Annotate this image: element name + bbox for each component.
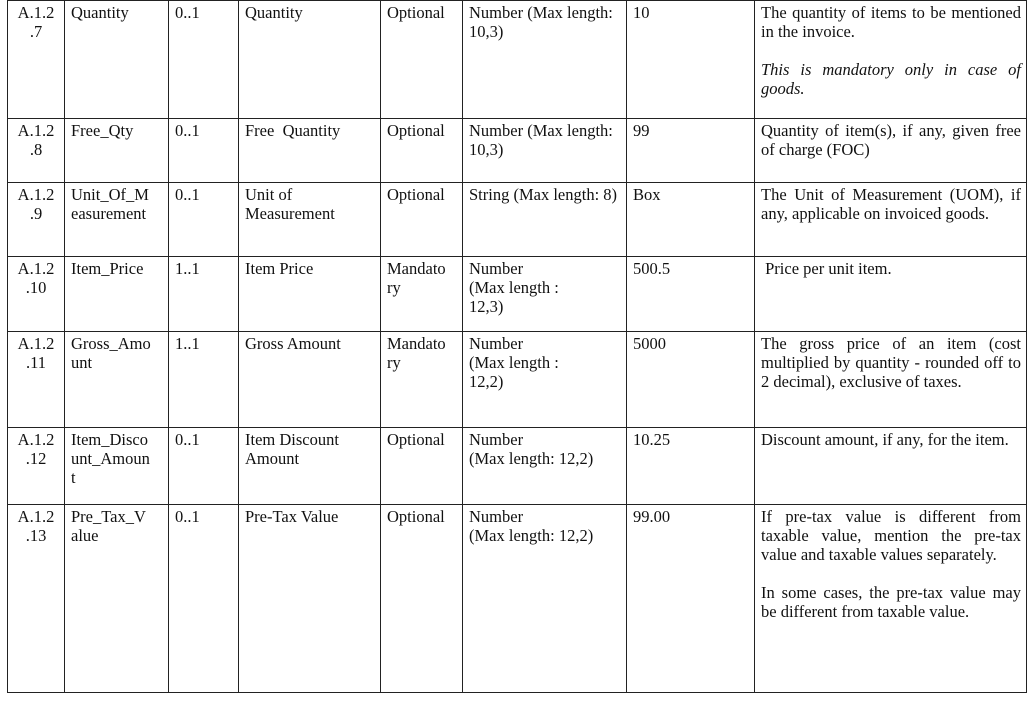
cell-requirement: Optional <box>381 505 463 693</box>
cell-id: A.1.2 .12 <box>8 428 65 505</box>
cell-description <box>755 1 1027 119</box>
description-text: If pre-tax value is different from taxable value, mention the pre-tax value and taxable values separately. <box>761 507 1021 564</box>
cell-example: 10.25 <box>627 428 755 505</box>
cell-type: String (Max length: 8) <box>463 183 627 257</box>
cell-field: Free_Qty <box>65 119 169 183</box>
cell-requirement: Optional <box>381 119 463 183</box>
cell-description <box>755 332 1027 428</box>
description-text: In some cases, the pre-tax value may be different from taxable value. <box>761 583 1021 621</box>
cell-requirement: Optional <box>381 1 463 119</box>
cell-id: A.1.2 .13 <box>8 505 65 693</box>
cell-description <box>755 257 1027 332</box>
table-row <box>8 257 1027 332</box>
cell-type: Number (Max length: 10,3) <box>463 119 627 183</box>
cell-requirement: Optional <box>381 183 463 257</box>
cell-name: Pre-Tax Value <box>239 505 381 693</box>
cell-field: Quantity <box>65 1 169 119</box>
description-note: This is mandatory only in case of goods. <box>761 60 1021 98</box>
table-row <box>8 183 1027 257</box>
cell-example: 99 <box>627 119 755 183</box>
cell-name: Free Quantity <box>239 119 381 183</box>
cell-example: 5000 <box>627 332 755 428</box>
cell-id: A.1.2 .8 <box>8 119 65 183</box>
cell-cardinality: 0..1 <box>169 428 239 505</box>
cell-requirement: Mandato ry <box>381 257 463 332</box>
cell-name: Item Price <box>239 257 381 332</box>
cell-field: Gross_Amo unt <box>65 332 169 428</box>
cell-name: Gross Amount <box>239 332 381 428</box>
cell-requirement: Optional <box>381 428 463 505</box>
cell-field: Pre_Tax_V alue <box>65 505 169 693</box>
table-row <box>8 1 1027 119</box>
table-row <box>8 428 1027 505</box>
cell-description <box>755 119 1027 183</box>
cell-id: A.1.2 .10 <box>8 257 65 332</box>
cell-name: Unit of Measurement <box>239 183 381 257</box>
description-text: Price per unit item. <box>761 259 892 278</box>
table-row <box>8 119 1027 183</box>
field-spec-table <box>7 0 1027 693</box>
cell-requirement: Mandato ry <box>381 332 463 428</box>
cell-type: Number (Max length : 12,3) <box>463 257 627 332</box>
cell-example: Box <box>627 183 755 257</box>
description-text: The gross price of an item (cost multiplied by quantity - rounded off to 2 decimal), exclusive of taxes. <box>761 334 1021 391</box>
table-row <box>8 505 1027 693</box>
description-text: The Unit of Measurement (UOM), if any, applicable on invoiced goods. <box>761 185 1021 223</box>
table-row <box>8 332 1027 428</box>
cell-type: Number (Max length: 12,2) <box>463 505 627 693</box>
cell-example: 99.00 <box>627 505 755 693</box>
cell-description <box>755 428 1027 505</box>
cell-name: Quantity <box>239 1 381 119</box>
cell-field: Item_Disco unt_Amoun t <box>65 428 169 505</box>
cell-name: Item Discount Amount <box>239 428 381 505</box>
cell-type: Number (Max length : 12,2) <box>463 332 627 428</box>
cell-field: Item_Price <box>65 257 169 332</box>
cell-type: Number (Max length: 12,2) <box>463 428 627 505</box>
cell-cardinality: 0..1 <box>169 119 239 183</box>
description-text: The quantity of items to be mentioned in the invoice. <box>761 3 1021 41</box>
cell-description <box>755 505 1027 693</box>
description-text: Quantity of item(s), if any, given free of charge (FOC) <box>761 121 1021 159</box>
cell-id: A.1.2 .7 <box>8 1 65 119</box>
cell-example: 10 <box>627 1 755 119</box>
table-body <box>8 1 1027 693</box>
cell-id: A.1.2 .11 <box>8 332 65 428</box>
cell-cardinality: 0..1 <box>169 505 239 693</box>
cell-cardinality: 1..1 <box>169 257 239 332</box>
cell-example: 500.5 <box>627 257 755 332</box>
cell-type: Number (Max length: 10,3) <box>463 1 627 119</box>
cell-field: Unit_Of_M easurement <box>65 183 169 257</box>
cell-cardinality: 0..1 <box>169 183 239 257</box>
cell-description <box>755 183 1027 257</box>
cell-cardinality: 0..1 <box>169 1 239 119</box>
description-text: Discount amount, if any, for the item. <box>761 430 1009 449</box>
cell-cardinality: 1..1 <box>169 332 239 428</box>
cell-id: A.1.2 .9 <box>8 183 65 257</box>
